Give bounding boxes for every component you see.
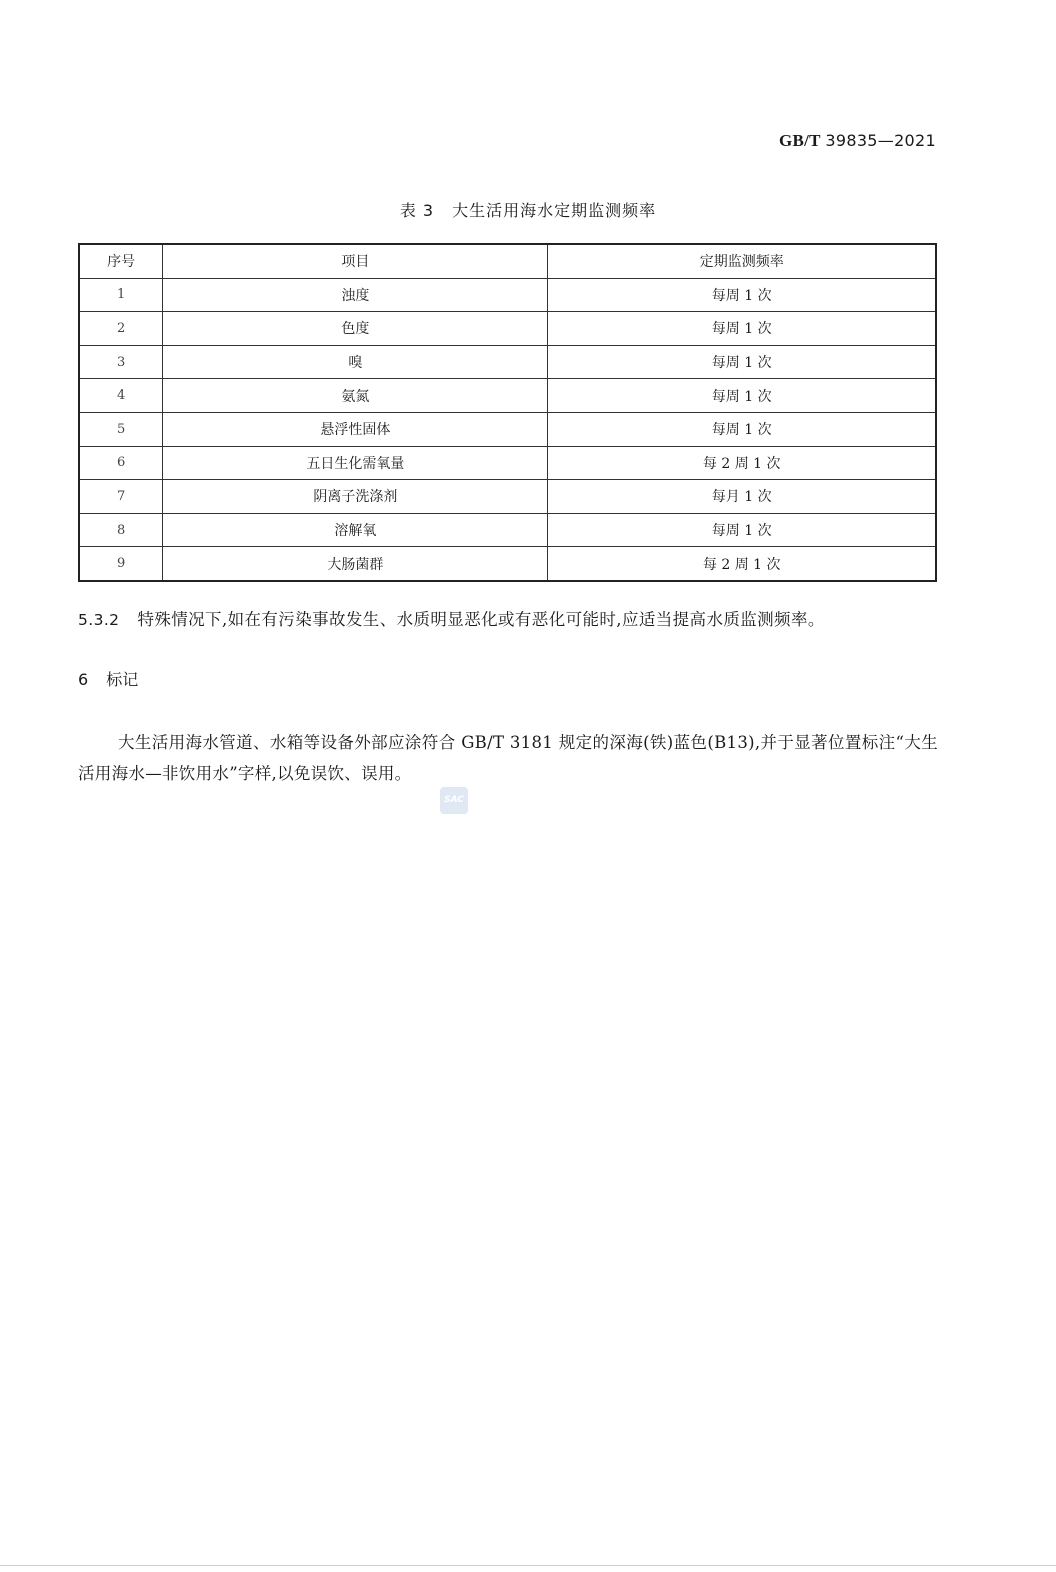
table-row [79, 446, 936, 480]
column-header-item: 项目 [163, 244, 548, 278]
clause-5-3-2 [78, 606, 958, 630]
standard-number: 39835—2021 [825, 131, 936, 150]
monitoring-frequency-table [78, 243, 937, 582]
column-header-frequency: 定期监测频率 [548, 244, 936, 278]
row-frequency: 每周 1 次 [548, 312, 936, 346]
row-item: 嗅 [163, 345, 548, 379]
clause-number: 5.3.2 [78, 611, 120, 629]
table-row [79, 412, 936, 446]
row-number: 2 [79, 312, 163, 346]
row-item: 氨氮 [163, 379, 548, 413]
row-item: 大肠菌群 [163, 547, 548, 581]
row-number: 7 [79, 480, 163, 514]
standard-code [779, 131, 936, 151]
table-header-row [79, 244, 936, 278]
row-frequency: 每月 1 次 [548, 480, 936, 514]
row-number: 9 [79, 547, 163, 581]
row-number: 1 [79, 278, 163, 312]
row-number: 4 [79, 379, 163, 413]
table-title: 大生活用海水定期监测频率 [452, 201, 657, 220]
row-item: 阴离子洗涤剂 [163, 480, 548, 514]
row-number: 3 [79, 345, 163, 379]
section-number: 6 [78, 670, 89, 689]
table-row [79, 513, 936, 547]
table-caption [0, 198, 1056, 221]
row-frequency: 每周 1 次 [548, 379, 936, 413]
sac-watermark-logo: SAC [440, 787, 468, 814]
table-row [79, 312, 936, 346]
section-paragraph: 大生活用海水管道、水箱等设备外部应涂符合 GB/T 3181 规定的深海(铁)蓝色(B13),并于显著位置标注“大生活用海水—非饮用水”字样,以免误饮、误用。 [78, 733, 938, 783]
table-label: 表 3 [399, 201, 435, 220]
row-item: 浊度 [163, 278, 548, 312]
row-number: 5 [79, 412, 163, 446]
section-heading [78, 667, 138, 690]
clause-text: 特殊情况下,如在有污染事故发生、水质明显恶化或有恶化可能时,应适当提高水质监测频率。 [137, 610, 825, 629]
standard-prefix: GB/T [778, 131, 821, 150]
row-frequency: 每 2 周 1 次 [548, 547, 936, 581]
table-row [79, 278, 936, 312]
table-row [79, 345, 936, 379]
row-frequency: 每周 1 次 [548, 513, 936, 547]
column-header-no: 序号 [79, 244, 163, 278]
row-number: 6 [79, 446, 163, 480]
row-frequency: 每周 1 次 [548, 345, 936, 379]
row-frequency: 每周 1 次 [548, 412, 936, 446]
row-frequency: 每周 1 次 [548, 278, 936, 312]
row-item: 溶解氧 [163, 513, 548, 547]
row-frequency: 每 2 周 1 次 [548, 446, 936, 480]
row-item: 色度 [163, 312, 548, 346]
page-bottom-divider [0, 1565, 1056, 1566]
table-row [79, 480, 936, 514]
table-row [79, 547, 936, 581]
row-item: 五日生化需氧量 [163, 446, 548, 480]
row-number: 8 [79, 513, 163, 547]
section-title: 标记 [106, 670, 139, 689]
table-row [79, 379, 936, 413]
row-item: 悬浮性固体 [163, 412, 548, 446]
